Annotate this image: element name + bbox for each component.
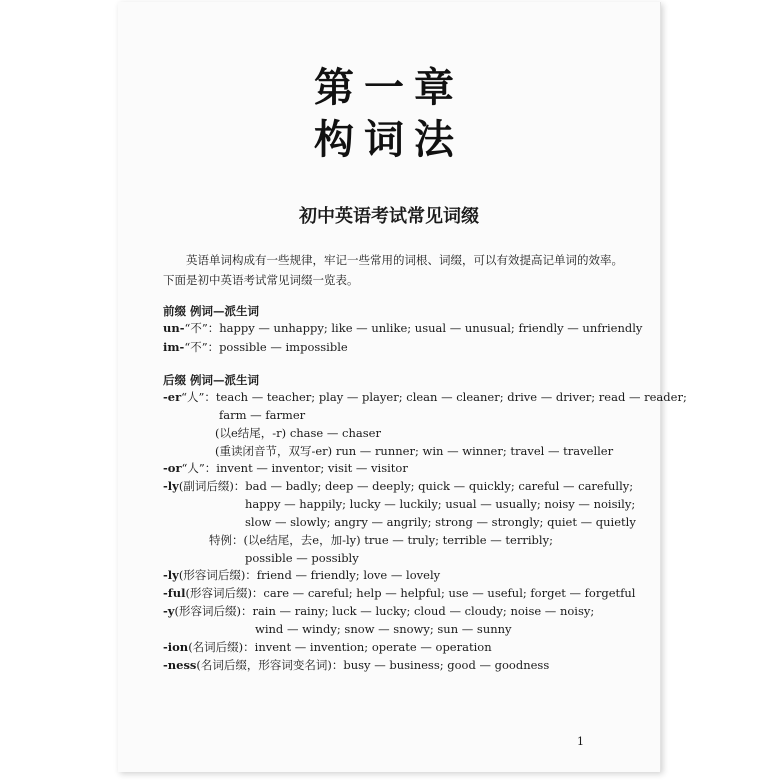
list-item — [163, 584, 636, 602]
list-item — [163, 388, 687, 406]
page-number: 1 — [577, 735, 584, 748]
chapter-number: 第一章 — [314, 64, 464, 111]
affix-examples: “不”：possible — impossible — [184, 340, 348, 354]
list-item — [245, 549, 359, 567]
list-item — [215, 424, 381, 442]
suffix-header-text: 后缀 例词—派生词 — [163, 373, 260, 387]
list-item — [219, 406, 305, 424]
list-item — [255, 620, 512, 638]
affix-examples: happy — happily; lucky — luckily; usual — usually; noisy — noisily; — [245, 497, 636, 511]
affix-label: -y — [163, 604, 175, 618]
affix-examples: possible — possibly — [245, 551, 359, 565]
affix-examples: (形容词后缀)：friend — friendly; love — lovely — [178, 568, 441, 582]
affix-label: -er — [163, 390, 182, 404]
affix-examples: (名词后缀)：invent — invention; operate — operation — [188, 640, 492, 654]
affix-examples: “人”：teach — teacher; play — player; clean — cleaner; drive — driver; read — reader; — [181, 390, 687, 404]
affix-examples: farm — farmer — [219, 408, 306, 422]
section-title: 初中英语考试常见词缀 — [299, 206, 479, 227]
affix-label: -or — [163, 461, 182, 475]
affix-label: im- — [163, 340, 185, 354]
affix-examples: (形容词后缀)：care — careful; help — helpful; use — useful; forget — forgetful — [185, 586, 636, 600]
list-item — [163, 602, 594, 620]
affix-examples: (重读闭音节，双写-er) run — runner; win — winner; travel — traveller — [215, 444, 614, 458]
list-item — [163, 477, 633, 495]
list-item — [163, 319, 642, 337]
chapter-title: 构词法 — [314, 116, 464, 163]
affix-examples: (以e结尾，-r) chase — chaser — [215, 426, 381, 440]
list-item — [163, 566, 440, 584]
book-page — [118, 2, 687, 772]
affix-label: -ness — [163, 658, 197, 672]
affix-label: -ly — [163, 568, 179, 582]
list-item — [215, 442, 613, 460]
prefix-header-text: 前缀 例词—派生词 — [163, 304, 260, 318]
affix-label: un- — [163, 321, 185, 335]
affix-examples: “不”：happy — unhappy; like — unlike; usual — unusual; friendly — unfriendly — [184, 321, 643, 335]
list-item — [163, 459, 408, 477]
list-item — [163, 338, 348, 356]
list-item — [163, 638, 492, 656]
intro-paragraph: 英语单词构成有一些规律，牢记一些常用的词根、词缀，可以有效提高记单词的效率。下面是初中英语考试常见词缀一览表。 — [163, 253, 623, 287]
list-item — [209, 531, 553, 549]
affix-examples: (副词后缀)：bad — badly; deep — deeply; quick — quickly; careful — carefully; — [178, 479, 634, 493]
affix-label: -ion — [163, 640, 189, 654]
affix-examples: (名词后缀，形容词变名词)：busy — business; good — goodness — [196, 658, 550, 672]
affix-examples: 特例：(以e结尾，去e，加-ly) true — truly; terrible — terribly; — [209, 533, 553, 547]
list-item — [163, 656, 549, 674]
affix-examples: wind — windy; snow — snowy; sun — sunny — [255, 622, 512, 636]
affix-examples: slow — slowly; angry — angrily; strong — strongly; quiet — quietly — [245, 515, 636, 529]
list-item — [245, 513, 636, 531]
affix-examples: “人”：invent — inventor; visit — visitor — [181, 461, 408, 475]
list-item — [245, 495, 635, 513]
prefix-header — [163, 302, 259, 320]
suffix-header — [163, 371, 259, 389]
affix-label: -ly — [163, 479, 179, 493]
affix-examples: (形容词后缀)：rain — rainy; luck — lucky; cloud — cloudy; noise — noisy; — [174, 604, 595, 618]
affix-label: -ful — [163, 586, 186, 600]
